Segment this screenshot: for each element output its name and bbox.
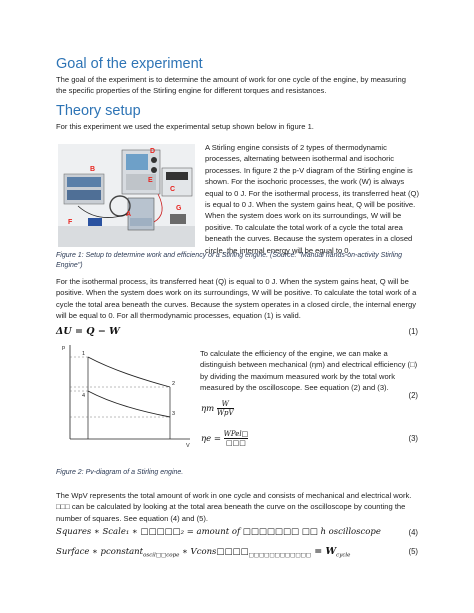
equation-3-lhs: ηe = xyxy=(201,434,224,444)
figure2-pv-diagram xyxy=(58,343,195,449)
equation-2-fraction xyxy=(217,400,234,417)
pv-point-4: 4 xyxy=(82,393,86,399)
equation-5-part3: = W xyxy=(310,546,337,557)
equation-2 xyxy=(201,400,234,417)
equation-2-numerator: W xyxy=(217,400,234,409)
stirling-setup-illustration xyxy=(58,144,195,247)
isothermal-paragraph: For the isothermal process, its transferred heat (Q) is equal to 0 J. When the system gains heat, Q will be positive. When the system does work on its surroundings, W will be positive. To calculate the total work of a cycle the total area beneath the curves. Because the system operates in a closed circle, the internal energy will be equal to 0. For all thermodynamic processes, equation (1) is valid. xyxy=(56,277,417,321)
equation-5-sub1: oscil□□cope xyxy=(143,552,180,559)
photo-label-d: D xyxy=(150,148,156,155)
photo-label-b: B xyxy=(90,166,96,173)
pv-point-1: 1 xyxy=(82,351,86,357)
equation-2-denominator: WpV xyxy=(216,409,234,417)
figure1-photo xyxy=(58,144,195,247)
setup-intro-paragraph: For this experiment we used the experimental setup shown below in figure 1. xyxy=(56,122,314,131)
pv-point-3: 3 xyxy=(172,411,176,417)
equation-5-number: (5) xyxy=(408,547,418,556)
efficiency-paragraph: To calculate the efficiency of the engine, we can make a distinguish between mechanical (ηm) and electrical efficiency (□) by dividing the maximum measured work by the total work measured by the oscilloscope. See equation (2) and (3). xyxy=(200,349,418,393)
equation-1-number: (1) xyxy=(408,327,418,336)
equation-3-numerator: WPel□ xyxy=(223,430,249,438)
equation-5-part1: Surface ∗ pconstant xyxy=(56,547,144,557)
equation-1: ΔU = Q − W xyxy=(56,326,120,337)
figure2-caption: Figure 2: Pv-diagram of a Stirling engine. xyxy=(56,469,184,476)
pv-x-label: V xyxy=(186,443,190,449)
equation-5-part2: ∗ Vcons□□□□ xyxy=(179,547,249,557)
equation-5 xyxy=(56,546,350,559)
photo-label-c: C xyxy=(170,186,176,193)
photo-label-f: F xyxy=(68,219,73,226)
photo-label-a: A xyxy=(126,211,132,218)
equation-3-number: (3) xyxy=(408,434,418,443)
photo-label-e: E xyxy=(148,177,153,184)
equation-3-fraction xyxy=(224,430,249,447)
equation-5-sub3: cycle xyxy=(336,552,351,559)
equation-2-lhs: ηm xyxy=(201,404,215,414)
theory-heading: Theory setup xyxy=(56,103,141,119)
wpv-paragraph: The WpV represents the total amount of work in one cycle and consists of mechanical and electrical work. □□□ can be calculated by looking at the total area beneath the curve on the oscilloscope by counting the number of squares. See equation (4) and (5). xyxy=(56,491,412,523)
figure1-caption: Figure 1: Setup to determine work and efficiency of a Stirling engine. (Source: "Manual hands-on-activity Stirling Engine") xyxy=(56,252,403,269)
stirling-paragraph: A Stirling engine consists of 2 types of thermodynamic processes, alternating between isothermal and isochoric processes. In figure 2 the p-V diagram of the Stirling engine is shown. For the isochoric processes, the work (W) is always equal to 0 J. For the isothermal process, its transferred heat (Q) is equal to 0 J. When the system gains heat, Q will be positive. When the system does work on its surroundings, W will be positive. To calculate the total work of a cycle the total area beneath the curves. Because the system operates in a closed circle, the internal energy will be equal to 0. xyxy=(205,143,419,255)
equation-4: Squares ∗ Scale₁ ∗ □□□□□₂ = amount of □□□□□□□ □□ h oscilloscope xyxy=(56,527,381,537)
pv-diagram-svg xyxy=(58,343,195,449)
equation-4-number: (4) xyxy=(408,528,418,537)
pv-point-2: 2 xyxy=(172,381,176,387)
equation-3 xyxy=(201,430,248,447)
photo-label-g: G xyxy=(176,205,182,212)
goal-heading: Goal of the experiment xyxy=(56,56,203,72)
equation-2-number: (2) xyxy=(408,391,418,400)
equation-3-denominator: □□□ xyxy=(226,439,246,447)
pv-y-label: p xyxy=(62,345,66,351)
goal-paragraph: The goal of the experiment is to determine the amount of work for one cycle of the engine, by measuring the specific properties of the Stirling engine for different torques and resistances. xyxy=(56,75,406,96)
equation-5-sub2: □□□□□□□□□□□□ xyxy=(248,552,311,559)
